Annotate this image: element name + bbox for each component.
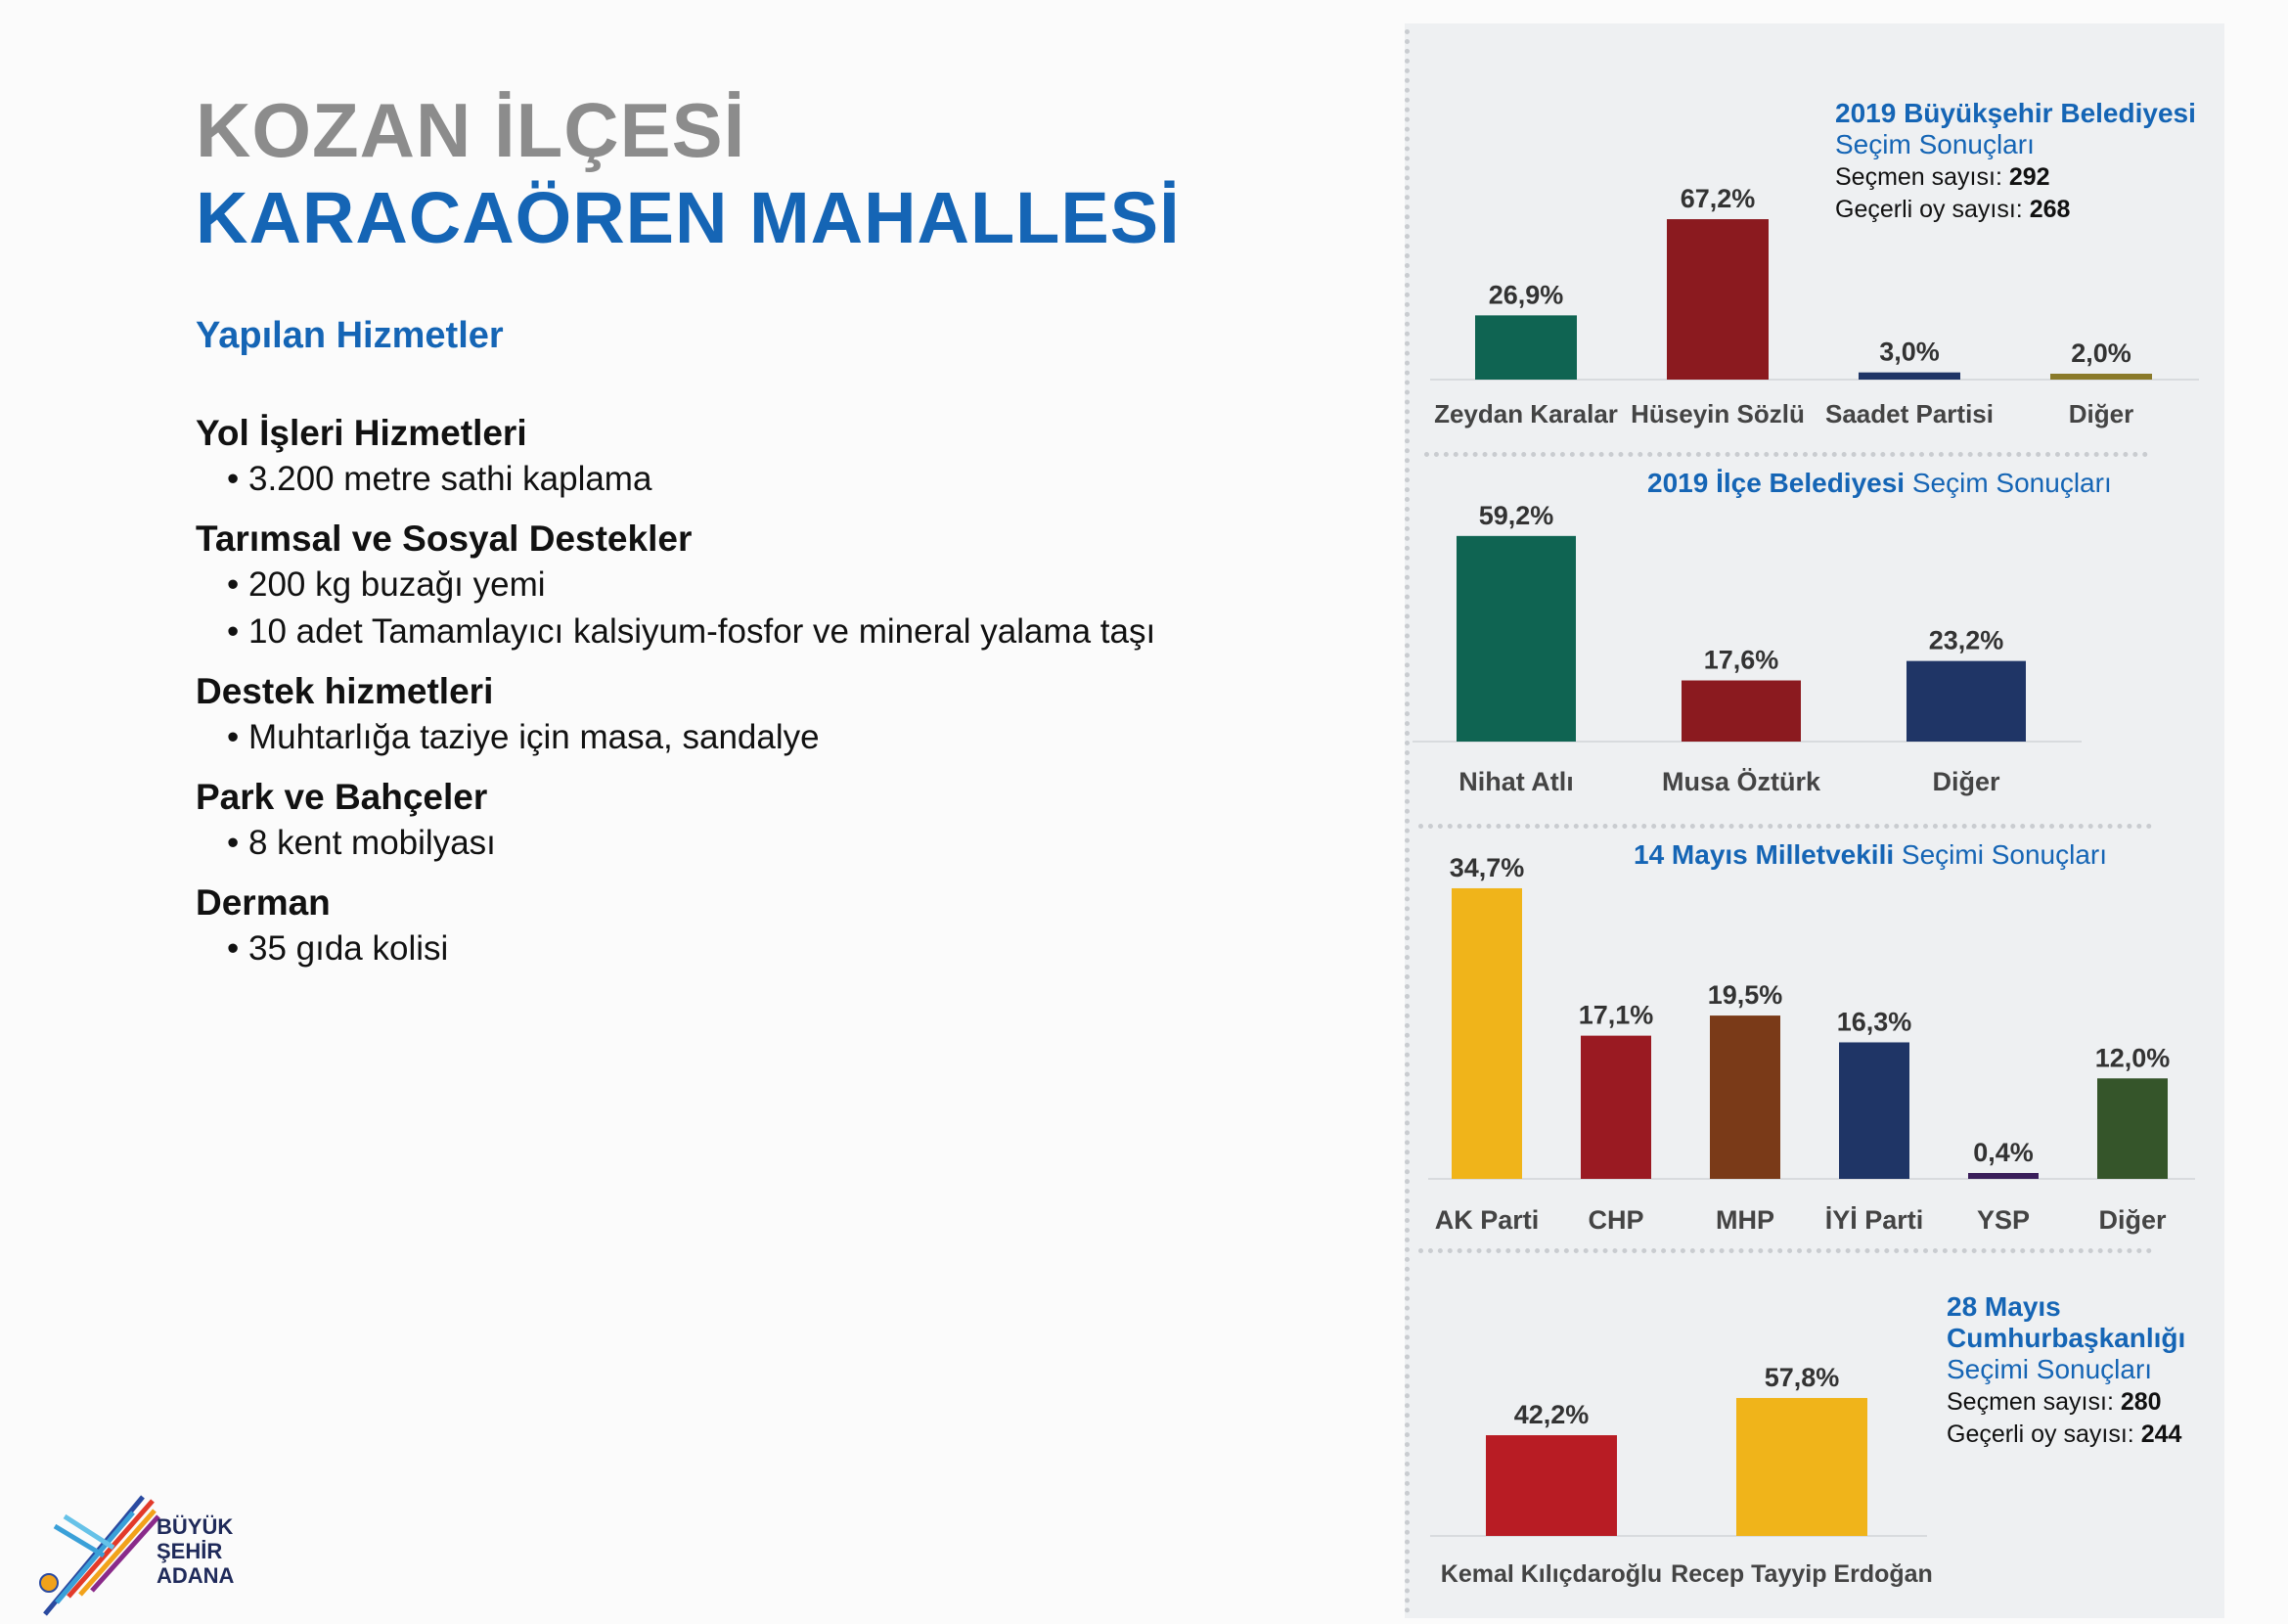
category-label: Nihat Atlı xyxy=(1458,767,1574,796)
data-label: 0,4% xyxy=(1973,1138,2034,1167)
data-label: 3,0% xyxy=(1879,337,1940,367)
data-label: 12,0% xyxy=(2094,1043,2171,1073)
category-title: Yol İşleri Hizmetleri xyxy=(196,413,527,453)
category-title: Destek hizmetleri xyxy=(196,671,494,711)
service-item: • 8 kent mobilyası xyxy=(227,824,496,862)
buyuksehir-adana-logo xyxy=(35,1487,270,1624)
category-label: AK Parti xyxy=(1434,1205,1540,1235)
data-label: 42,2% xyxy=(1513,1400,1590,1430)
data-label: 17,1% xyxy=(1578,1000,1654,1030)
bar xyxy=(2097,1078,2168,1179)
data-label: 2,0% xyxy=(2071,338,2131,368)
bar xyxy=(2050,374,2152,380)
category-label: YSP xyxy=(1976,1205,2031,1235)
data-label: 16,3% xyxy=(1836,1007,1912,1037)
category-title: Tarımsal ve Sosyal Destekler xyxy=(196,519,693,559)
bar xyxy=(1968,1173,2039,1179)
category-label: CHP xyxy=(1588,1205,1644,1235)
category-title: Derman xyxy=(196,882,331,923)
bar xyxy=(1475,315,1577,380)
category-label: Recep Tayyip Erdoğan xyxy=(1671,1560,1933,1588)
data-label: 26,9% xyxy=(1488,280,1564,310)
bar xyxy=(1452,888,1522,1179)
bar xyxy=(1457,536,1576,742)
bar xyxy=(1736,1398,1867,1536)
neighborhood-title: KARACAÖREN MAHALLESİ xyxy=(196,177,1181,258)
category-label: Musa Öztürk xyxy=(1661,767,1821,796)
category-label: Kemal Kılıçdaroğlu xyxy=(1440,1560,1663,1588)
chart3-title: 14 Mayıs Milletvekili Seçimi Sonuçları xyxy=(1634,839,2108,870)
district-title: KOZAN İLÇESİ xyxy=(196,87,746,173)
service-item: • 200 kg buzağı yemi xyxy=(227,565,546,604)
bar xyxy=(1710,1015,1780,1179)
data-label: 19,5% xyxy=(1707,980,1783,1011)
chart1-title: 2019 Büyükşehir Belediyesi Seçim Sonuçları Seçmen sayısı: 292 Geçerli oy sayısı: 268 xyxy=(1835,98,2196,223)
chart2-title: 2019 İlçe Belediyesi Seçim Sonuçları xyxy=(1647,468,2112,498)
service-item: • 10 adet Tamamlayıcı kalsiyum-fosfor ve mineral yalama taşı xyxy=(227,612,1156,651)
category-label: Diğer xyxy=(2068,399,2134,429)
category-label: İYİ Parti xyxy=(1824,1205,1924,1235)
service-item: • 35 gıda kolisi xyxy=(227,929,449,968)
bar xyxy=(1907,661,2026,742)
service-item: • Muhtarlığa taziye için masa, sandalye xyxy=(227,718,820,756)
bar xyxy=(1859,373,1960,380)
bar xyxy=(1667,219,1769,380)
data-label: 67,2% xyxy=(1680,184,1756,214)
bar xyxy=(1581,1036,1651,1179)
service-item: • 3.200 metre sathi kaplama xyxy=(227,460,652,498)
data-label: 59,2% xyxy=(1478,500,1554,530)
data-label: 17,6% xyxy=(1703,645,1779,675)
category-label: Diğer xyxy=(1932,767,2000,796)
chart4-title: 28 Mayıs Cumhurbaşkanlığı Seçimi Sonuçları Seçmen sayısı: 280 Geçerli oy sayısı: 244 xyxy=(1947,1291,2186,1448)
category-label: Zeydan Karalar xyxy=(1434,399,1618,429)
category-label: MHP xyxy=(1716,1205,1774,1235)
bar xyxy=(1839,1042,1909,1179)
category-label: Diğer xyxy=(2098,1205,2167,1235)
data-label: 23,2% xyxy=(1928,625,2004,655)
data-label: 57,8% xyxy=(1764,1362,1840,1392)
bar xyxy=(1682,681,1801,742)
category-label: Hüseyin Sözlü xyxy=(1631,399,1805,429)
logo-text: BÜYÜK ŞEHİR ADANA xyxy=(157,1514,235,1588)
bar xyxy=(1486,1435,1617,1536)
category-label: Saadet Partisi xyxy=(1825,399,1994,429)
data-label: 34,7% xyxy=(1449,852,1525,882)
category-title: Park ve Bahçeler xyxy=(196,777,488,817)
services-heading: Yapılan Hizmetler xyxy=(196,315,504,356)
